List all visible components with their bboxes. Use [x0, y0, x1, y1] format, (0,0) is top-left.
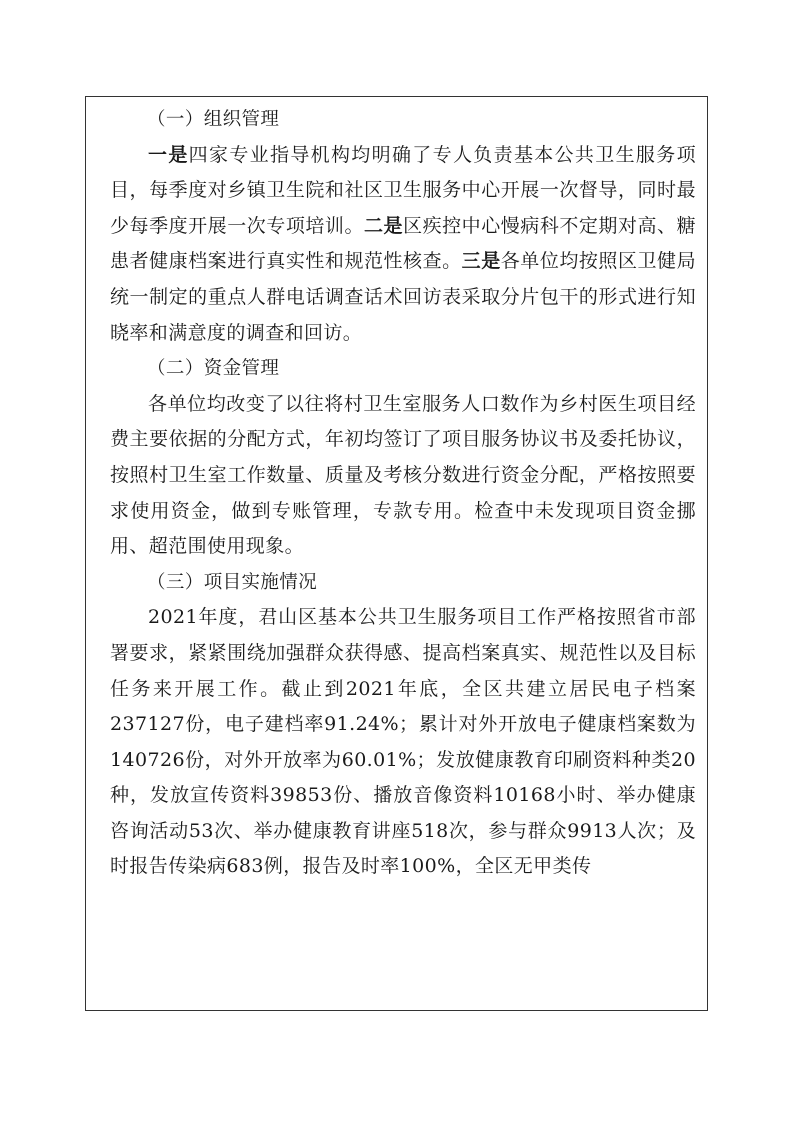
- section-heading-funds: （二）资金管理: [147, 358, 280, 380]
- lead-one: 一是: [148, 143, 189, 166]
- document-body: [110, 102, 696, 885]
- text-one: 四家专业指导机构均明确了专人负责基本公共卫生服务项目，每季度对乡镇卫生院和社区卫生服务中心开展一次督导，同时最少每季度开展一次专项培训。: [110, 143, 696, 237]
- section-heading-implementation: （三）项目实施情况: [147, 571, 318, 593]
- text-two: 区疾控中心慢病科不定期对高、糖患者健康档案进行真实性和规范性核查。: [110, 214, 696, 273]
- paragraph-implementation: 2021年度，君山区基本公共卫生服务项目工作严格按照省市部署要求，紧紧围绕加强群众获得感、提高档案真实、规范性以及目标任务来开展工作。截止到2021年底，全区共建立居民电子档案237127份，电子建档率91.24%；累计对外开放电子健康档案数为140726份，对外开放率为60.01%；发放健康教育印刷资料种类20种，发放宣传资料39853份、播放音像资料10168小时、举办健康咨询活动53次、举办健康教育讲座518次，参与群众9913人次；及时报告传染病683例，报告及时率100%，全区无甲类传: [110, 606, 696, 878]
- paragraph-organization: [110, 138, 696, 352]
- lead-three: 三是: [461, 250, 501, 273]
- section-heading-organization: （一）组织管理: [147, 109, 280, 130]
- paragraph-funds: 各单位均改变了以往将村卫生室服务人口数作为乡村医生项目经费主要依据的分配方式，年初均签订了项目服务协议书及委托协议，按照村卫生室工作数量、质量及考核分数进行资金分配，严格按照要求使用资金，做到专账管理，专款专用。检查中未发现项目资金挪用、超范围使用现象。: [110, 392, 696, 558]
- text-three: 各单位均按照区卫健局统一制定的重点人群电话调查话术回访表采取分片包干的形式进行知晓率和满意度的调查和回访。: [110, 250, 696, 344]
- lead-two: 二是: [363, 214, 404, 237]
